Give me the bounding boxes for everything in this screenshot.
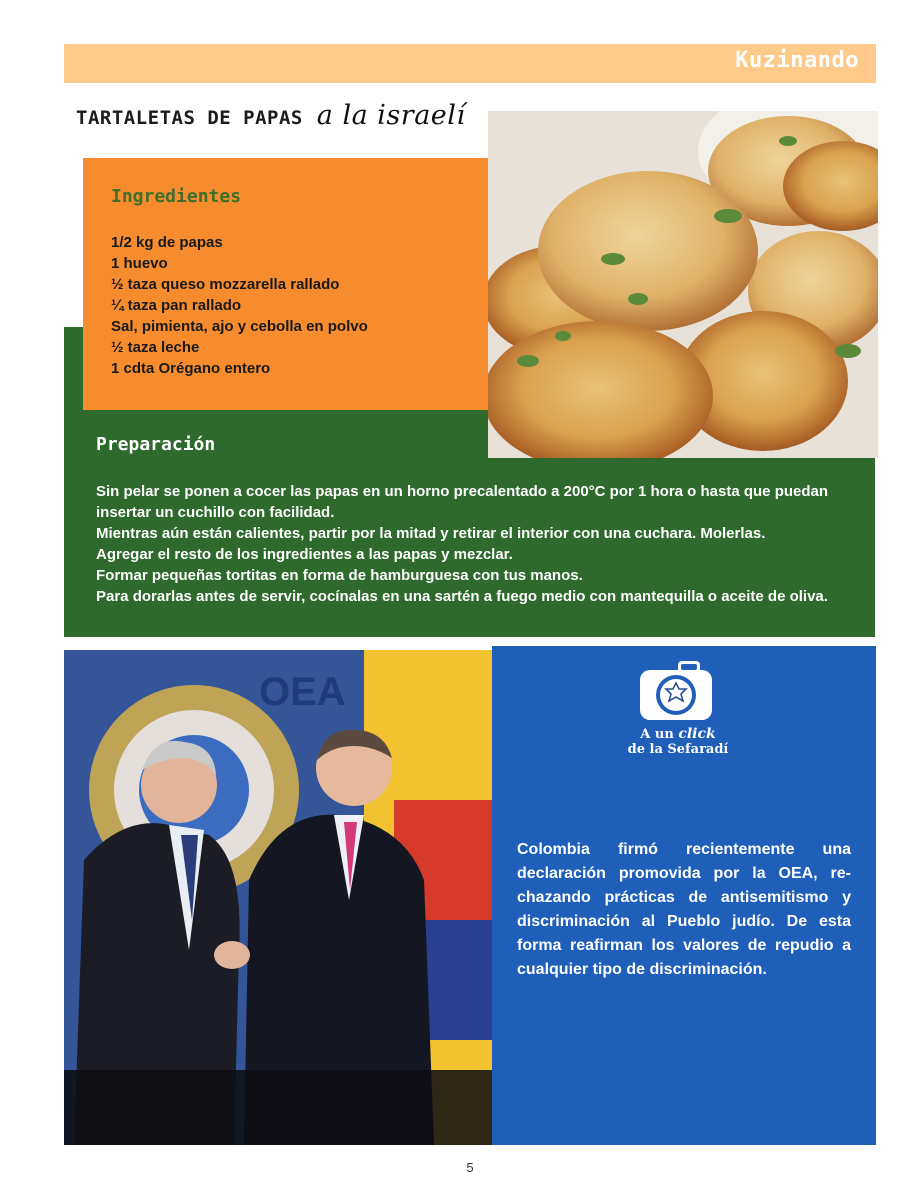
section-caption [598, 727, 758, 757]
handshake-photo [64, 650, 492, 1145]
caption-click: click [678, 726, 716, 742]
camera-icon [638, 658, 714, 722]
camera-logo-graphic [638, 658, 714, 722]
ingredient-item: 1 cdta Orégano entero [111, 360, 271, 377]
caption-prefix: A un [640, 727, 674, 742]
preparation-step: Mientras aún están calientes, partir por la mitad y retirar el interior con una cuchara. Molerlas. [96, 525, 766, 542]
caption-line-2: de la Sefaradí [627, 742, 729, 757]
preparation-heading: Preparación [96, 434, 216, 455]
handshake-illustration [64, 650, 492, 1145]
page-number: 5 [466, 1160, 474, 1175]
ingredients-list [111, 232, 368, 379]
ingredient-item: Sal, pimienta, ajo y cebolla en polvo [111, 318, 368, 335]
ingredients-heading: Ingredientes [111, 186, 242, 207]
recipe-title [76, 100, 466, 131]
ingredient-item: ½ taza queso mozzarella rallado [111, 276, 340, 293]
section-label: Kuzinando [735, 48, 859, 73]
ingredient-item: ½ taza leche [111, 339, 200, 356]
potato-patties-illustration [488, 111, 878, 458]
section-header-bar [64, 44, 876, 83]
preparation-step: Para dorarlas antes de servir, cocínalas en una sartén a fuego medio con mantequilla o aceite de oliva. [96, 588, 828, 605]
caption-line-1 [598, 727, 758, 742]
preparation-step: Formar pequeñas tortitas en forma de hamburguesa con tus manos. [96, 567, 583, 584]
preparation-step: Sin pelar se ponen a cocer las papas en un horno precalentado a 200°C por 1 hora o hasta que puedan insertar un cuchillo con facilidad. [96, 483, 829, 521]
preparation-step: Agregar el resto de los ingredientes a las papas y mezclar. [96, 546, 513, 563]
recipe-title-main: TARTALETAS DE PAPAS [76, 107, 303, 129]
news-body: Colombia firmó recientemente una declaración promovida por la OEA, re-chazando prácticas de antisemitismo y discriminación al Pueblo judío. De esta forma reafirman los valores de repudio a cualquier tipo de discriminación. [517, 841, 851, 978]
preparation-steps [96, 481, 866, 607]
ingredient-item: ¼ taza pan rallado [111, 297, 242, 314]
ingredient-item: 1 huevo [111, 255, 168, 272]
potato-patties-photo [488, 111, 878, 458]
oea-sign-text: OEA [259, 670, 346, 714]
recipe-title-script: a la israelí [316, 100, 466, 131]
ingredient-item: 1/2 kg de papas [111, 234, 223, 251]
